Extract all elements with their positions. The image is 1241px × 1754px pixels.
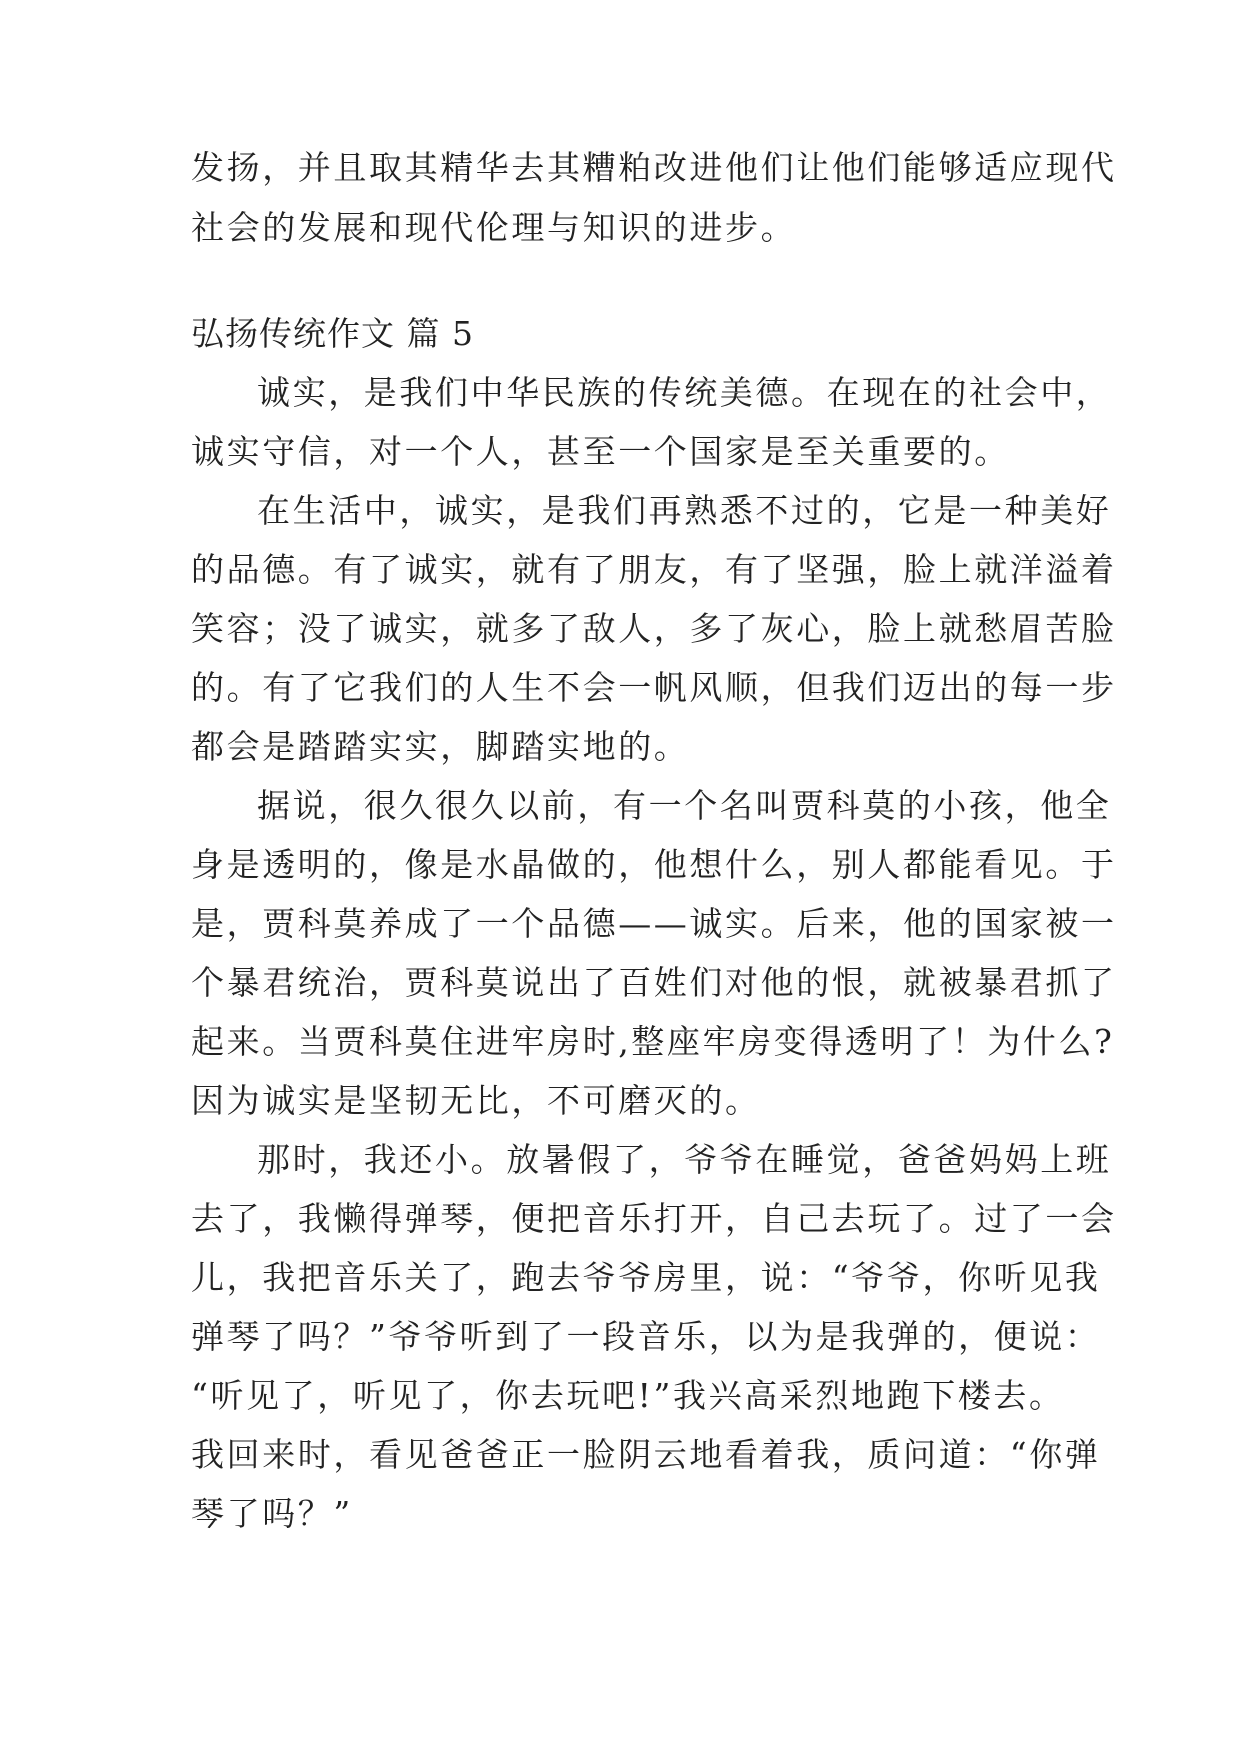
text-line: 诚实，是我们中华民族的传统美德。在现在的社会中，: [257, 373, 1112, 412]
text-line: 弹琴了吗？”爷爷听到了一段音乐，以为是我弹的，便说：: [191, 1317, 1101, 1356]
text-line: 起来。当贾科莫住进牢房时,整座牢房变得透明了！为什么?: [191, 1022, 1115, 1061]
text-line: 在生活中，诚实，是我们再熟悉不过的，它是一种美好: [257, 491, 1112, 530]
text-line: 身是透明的，像是水晶做的，他想什么，别人都能看见。于: [191, 845, 1117, 884]
text-line: 笑容；没了诚实，就多了敌人，多了灰心，脸上就愁眉苦脸: [191, 609, 1117, 648]
text-line: 据说，很久很久以前，有一个名叫贾科莫的小孩，他全: [257, 786, 1112, 825]
text-line: 因为诚实是坚韧无比，不可磨灭的。: [191, 1081, 761, 1120]
text-line: 琴了吗？”: [191, 1494, 353, 1533]
text-line: 去了，我懒得弹琴，便把音乐打开，自己去玩了。过了一会: [191, 1199, 1117, 1238]
text-line: 那时，我还小。放暑假了，爷爷在睡觉，爸爸妈妈上班: [257, 1140, 1112, 1179]
text-line: 是，贾科莫养成了一个品德——诚实。后来，他的国家被一: [191, 904, 1117, 943]
text-line: “听见了，听见了，你去玩吧!”我兴高采烈地跑下楼去。: [191, 1376, 1065, 1415]
text-line: 都会是踏踏实实，脚踏实地的。: [191, 727, 690, 766]
text-line: 我回来时，看见爸爸正一脸阴云地看着我，质问道：“你弹: [191, 1435, 1101, 1474]
section-title: 弘扬传统作文 篇 5: [191, 314, 474, 353]
text-line: 儿，我把音乐关了，跑去爷爷房里，说：“爷爷，你听见我: [191, 1258, 1101, 1297]
text-line: 个暴君统治，贾科莫说出了百姓们对他的恨，就被暴君抓了: [191, 963, 1117, 1002]
text-line: 社会的发展和现代伦理与知识的进步。: [191, 208, 797, 247]
text-line: 的品德。有了诚实，就有了朋友，有了坚强，脸上就洋溢着: [191, 550, 1117, 589]
text-line: 的。有了它我们的人生不会一帆风顺，但我们迈出的每一步: [191, 668, 1117, 707]
text-line: 发扬，并且取其精华去其糟粕改进他们让他们能够适应现代: [191, 148, 1117, 187]
text-line: 诚实守信，对一个人，甚至一个国家是至关重要的。: [191, 432, 1010, 471]
